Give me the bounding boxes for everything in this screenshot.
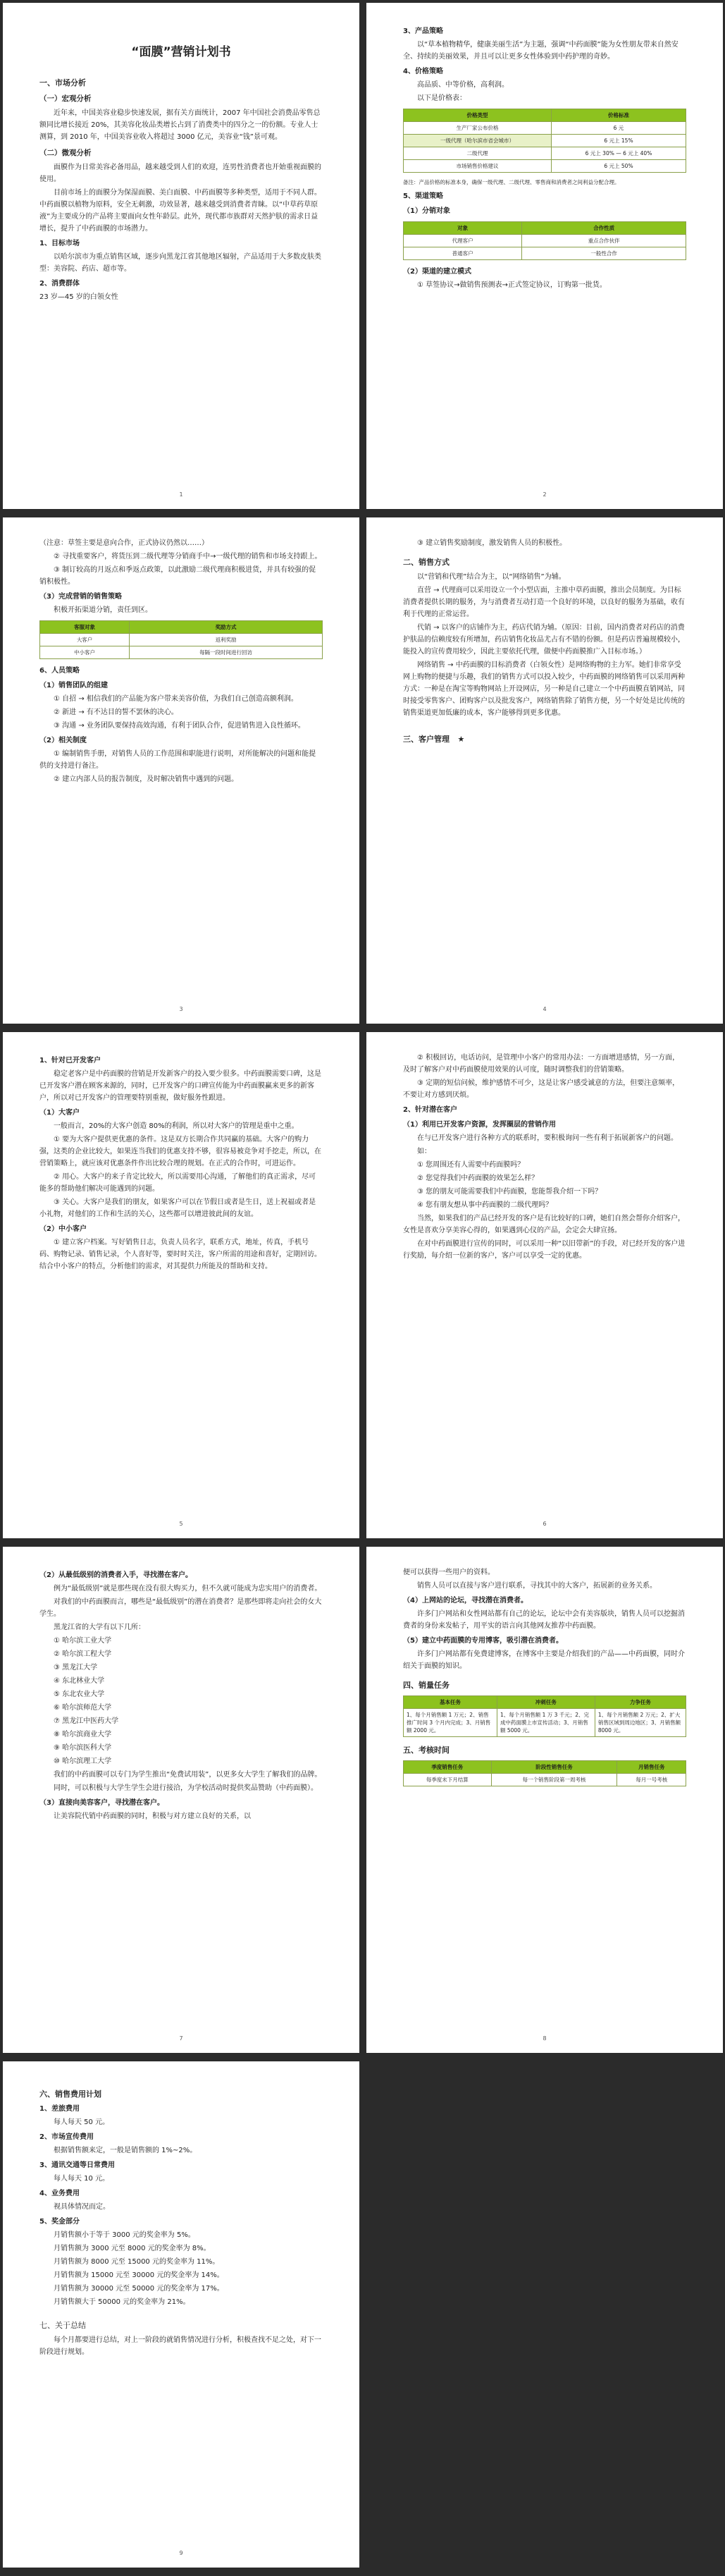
- heading-channel: 5、渠道策略: [403, 192, 443, 200]
- heading-cost: 六、销售费用计划: [39, 2090, 101, 2099]
- paragraph: 许多门户网站都有免费建博客，在博客中主要是介绍我们的产品——中药面膜，同时介绍关于面膜的知识。: [403, 1650, 685, 1670]
- page-1: [3, 3, 359, 509]
- paragraph: 同时，可以积极与大学生学生会进行接洽，为学校活动时提供奖品赞助（中药面膜）。: [54, 1784, 318, 1792]
- table-header: 价格标准: [551, 109, 686, 122]
- table-header: 阶段性销售任务: [491, 1761, 617, 1774]
- list-item: ⑨ 哈尔滨医科大学: [54, 1744, 112, 1752]
- heading-support: （2）相关制度: [39, 737, 87, 744]
- document-title: “面膜”营销计划书: [131, 45, 231, 59]
- paragraph: 黑龙江省的大学有以下几所：: [54, 1624, 145, 1631]
- table-cell: 1、每个月销售额 1 万元；2、销售推广时间 3 个月内完成；3、月销售额 2000 元。: [404, 1709, 497, 1737]
- page-number: 8: [543, 2035, 547, 2042]
- table-header: 客服对象: [40, 621, 130, 634]
- list-item: ① 您周围还有人需要中药面膜吗？: [417, 1161, 525, 1169]
- page-5: [3, 1032, 359, 1538]
- list-item: 月销售额为 30000 元至 50000 元的奖金率为 17%。: [54, 2285, 224, 2293]
- paragraph: ③ 制订较高的月返点和季返点政策，以此激励二级代理商积极进货，并具有较强的促销积极性。: [39, 566, 316, 586]
- paragraph: 网络销售 → 中药面膜的目标消费者（白领女性）是网络购物的主力军。她们非常享受网上购物的便捷与乐趣，我们的销售方式可以投入较少，中药面膜的网络销售可以采用两种方式：一种是在淘宝等购物网站上开设网店，另一种是自己建立一个中药面膜直销网站，同时接受零售客户、团购客户以及批发客户，网络销售除了销售方便，另一个好处是比传统的销售渠道更加低廉的成本，客户能够得到更多优惠。: [403, 661, 685, 717]
- paragraph: 根据销售额来定，一般是销售额的 1%~2%。: [54, 2147, 197, 2154]
- table-cell: 二级代理: [404, 147, 552, 160]
- paragraph: 许多门户网站和女性网站都有自己的论坛，论坛中会有美容版块，销售人员可以挖掘消费者的身份来发帖子，用平实的语言向其他网友推荐中药面膜。: [403, 1610, 685, 1630]
- paragraph: （注意：草签主要是意向合作，正式协议仍然以……）: [39, 539, 209, 547]
- table-row: [404, 147, 686, 160]
- page-number: 6: [543, 1521, 547, 1527]
- paragraph: 销售人员可以直接与客户进行联系，寻找其中的大客户，拓展新的业务关系。: [417, 1582, 657, 1590]
- table-row: [404, 1709, 686, 1737]
- heading-shop: （5）建立中药面膜的专用博客，吸引潜在消费者。: [403, 1637, 563, 1645]
- heading-potential: 2、针对潜在客户: [403, 1106, 457, 1114]
- table-row: [404, 160, 686, 173]
- paragraph: 每个月都要进行总结，对上一阶段的就销售情况进行分析，积极查找不足之处，对下一阶段进行规划。: [39, 2336, 321, 2356]
- list-item: ③ 建立销售奖励制度，激发销售人员的积极性。: [417, 539, 567, 547]
- table-cell: 一般性合作: [522, 247, 686, 260]
- list-item: ③ 黑龙江大学: [54, 1664, 98, 1672]
- task-table: [403, 1695, 686, 1737]
- table-cell: 每月一号考核: [617, 1774, 686, 1786]
- page-6: [366, 1032, 723, 1538]
- table-cell: 每一个销售阶段第一周考核: [491, 1774, 617, 1786]
- heading-cost-3: 3、通讯交通等日常费用: [39, 2161, 115, 2169]
- paragraph: 以下是价格表：: [417, 94, 466, 102]
- page-number: 2: [543, 491, 547, 498]
- table-cell: 中小客户: [40, 646, 130, 659]
- heading-macro: （一）宏观分析: [39, 94, 92, 103]
- heading-search: （3）直接向美容客户，寻找潜在客户。: [39, 1799, 164, 1807]
- heading-cost-2: 2、市场宣传费用: [39, 2133, 94, 2141]
- heading-hr: 6、人员策略: [39, 667, 80, 675]
- table-header: 奖励方式: [130, 621, 323, 634]
- heading-time: 五、考核时间: [403, 1746, 450, 1755]
- list-item: ① 哈尔滨工业大学: [54, 1637, 112, 1645]
- list-item: 月销售额大于 50000 元的奖金率为 21%。: [54, 2298, 190, 2306]
- table-cell: 代理客户: [404, 235, 522, 247]
- paragraph: 在对中药面膜进行宣传的同时，可以采用一种“以旧带新”的手段，对已经开发的客户进行奖励，每介绍一位新的客户，客户可以享受一定的优惠。: [403, 1240, 686, 1260]
- table-cell: 1、每个月销售额 2 万元；2、扩大销售区域到周边地区；3、月销售额 8000 元。: [595, 1709, 686, 1737]
- list-item: ① 编制销售手册，对销售人员的工作范围和职能进行说明，对所能解决的问题和能提供的支持进行备注。: [39, 750, 316, 770]
- table-cell: 每季度末下月结算: [404, 1774, 492, 1786]
- table-cell: 大客户: [40, 634, 130, 646]
- table-row: [40, 646, 323, 659]
- table-header: 月销售任务: [617, 1761, 686, 1774]
- paragraph: 例为“最低级别”就是那些现在没有很大购买力，但不久就可能成为忠实用户的消费者。: [54, 1585, 322, 1593]
- table-cell: 6 元上 50%: [551, 160, 686, 173]
- paragraph: 视具体情况而定。: [54, 2203, 110, 2211]
- paragraph: 我们的中药面膜可以专门为学生推出“免费试用装”，以更多女大学生了解我们的品牌。: [54, 1771, 322, 1779]
- paragraph: 让美容院代销中药面膜的同时，积极与对方建立良好的关系，以: [54, 1813, 251, 1820]
- list-item: 月销售额小于等于 3000 元的奖金率为 5%。: [54, 2231, 195, 2239]
- table-header: 季度销售任务: [404, 1761, 492, 1774]
- table-cell: 生产厂家公布价格: [404, 122, 552, 135]
- table-cell: 返利奖励: [130, 634, 323, 646]
- page-2: [366, 3, 723, 509]
- table-cell: 6 元上 30% — 6 元上 40%: [551, 147, 686, 160]
- page-number: 3: [179, 1006, 183, 1012]
- list-item: ④ 东北林业大学: [54, 1677, 105, 1685]
- paragraph: 以哈尔滨市为重点销售区域，逐步向黑龙江省其他地区辐射，产品适用于大多数皮肤类型：美容院、药店、超市等。: [39, 253, 321, 273]
- heading-group: 2、消费群体: [39, 280, 80, 288]
- table-row: [404, 235, 686, 247]
- page-8: [366, 1547, 723, 2053]
- list-item: 月销售额为 8000 元至 15000 元的奖金率为 11%。: [54, 2258, 220, 2266]
- table-header: 力争任务: [595, 1696, 686, 1709]
- list-item: 月销售额为 3000 元至 8000 元的奖金率为 8%。: [54, 2245, 211, 2252]
- paragraph: 以“草本植物精华，健康美丽生活”为主题，强调“中药面膜”能为女性朋友带来自然安全、持续的美丽效果，并且可以让更多女性体验到中药护理的奇妙。: [403, 41, 678, 61]
- heading-task: 四、销量任务: [403, 1681, 450, 1690]
- table-row: [40, 634, 323, 646]
- heading-market-analysis: 一、市场分析: [39, 78, 86, 87]
- heading-channel-mode: （2）渠道的建立模式: [403, 268, 471, 276]
- heading-potential-sub: （1）利用已开发客户资源，发挥圈层的营销作用: [403, 1121, 556, 1129]
- paragraph: 代销 → 以客户的店铺作为主，药店代销为辅。（原因：目前，国内消费者对药店的消费护肤品的信赖度较有所增加，药店销售化妆品尤占有不错的份额。但是药店普遍规模较小，能投入的宣传费用较少，因此主要依托代理，做便中药面膜推广入目标市场。）: [403, 624, 685, 656]
- list-item: ③ 定期的短信问候，维护感情不可少，这是让客户感受诚意的方法，但要注意频率，不要让对方感到厌烦。: [403, 1079, 680, 1099]
- paragraph: 高品质、中等价格，高利润。: [417, 81, 509, 89]
- heading-seek: （2）从最低级别的消费者入手，寻找潜在客户。: [39, 1571, 192, 1579]
- table-row: [404, 1774, 686, 1786]
- paragraph: 在与已开发客户进行各种方式的联系时，要积极询问一些有利于拓展新客户的问题。: [417, 1134, 678, 1142]
- heading-price: 4、价格策略: [403, 68, 443, 75]
- list-item: ② 哈尔滨工程大学: [54, 1650, 112, 1658]
- heading-summary: 七、关于总结: [39, 2321, 86, 2330]
- paragraph: ① 草签协议→做销售预测表→正式签定协议，订购第一批货。: [417, 281, 607, 289]
- page-7: [3, 1547, 359, 2053]
- price-table: [403, 109, 686, 173]
- list-item: ④ 您有朋友想从事中药面膜的二级代理吗？: [417, 1201, 553, 1209]
- heading-hr-sub: （1）销售团队的组建: [39, 682, 108, 689]
- table-row: [404, 122, 686, 135]
- paragraph: 如：: [417, 1148, 431, 1155]
- list-item: ② 积极回访，电话访问，是管理中小客户的常用办法：一方面增进感情，另一方面，及时了解客户对中药面膜使用效果的认可度，随时调整我们的营销策略。: [403, 1054, 680, 1074]
- heading-cost-1: 1、差旅费用: [39, 2105, 80, 2113]
- list-item: ③ 关心。大客户是我们的朋友，如果客户可以在节假日或者是生日，送上祝福或者是小礼物，对他们的工作和生活的关心，这些都可以增进彼此间的友谊。: [39, 1198, 316, 1218]
- list-item: ② 建立内部人员的报告制度，及时解决销售中遇到的问题。: [54, 775, 239, 783]
- list-item: ① 要为大客户提供更优惠的条件。这是双方长期合作共同赢的基础。大客户的购力强，这类的企业比较大，如果连当我们的优惠支持不够，很容易被竞争对手挖走，所以，在营销策略上，就应该对优惠条件作出比较合理的规划。在正式的合作时，可进运作。: [39, 1136, 321, 1167]
- table-cell: 普通客户: [404, 247, 522, 260]
- list-item: ② 用心。大客户的来子肯定比较大，所以需要用心沟通，了解他们的真正需求，尽可能多的帮助他们解决可能遇到的问题。: [39, 1173, 316, 1193]
- list-item: ⑦ 黑龙江中医药大学: [54, 1717, 119, 1725]
- heading-big: （1）大客户: [39, 1109, 80, 1117]
- list-item: ⑧ 哈尔滨商业大学: [54, 1731, 112, 1738]
- heading-channel-sub: （1）分销对象: [403, 207, 450, 215]
- page-3: [3, 517, 359, 1024]
- pay-table: [39, 620, 323, 659]
- heading-target: 1、目标市场: [39, 240, 80, 247]
- heading-customer: [403, 733, 686, 745]
- list-item: ③ 您的朋友可能需要我们中药面膜，您能帮我介绍一下吗？: [417, 1188, 602, 1196]
- table-row: [404, 135, 686, 147]
- paragraph: 稳定老客户是中药面膜的营销是开发新客户的投入要少很多。中药面膜需要口碑，这是已开发客户潜在顾客来源的，同时，已开发客户的口碑宣传能为中药面膜赢来更多的新客户，所以对已开发客户的管理要特别重视，做好服务性跟进。: [39, 1070, 321, 1102]
- heading-sales: 二、销售方式: [403, 558, 450, 567]
- table-header: 基本任务: [404, 1696, 497, 1709]
- table-cell: 1、每个月销售额 1 万 3 千元；2、完成中药面膜上市宣传活动；3、月销售额 5000 元。: [497, 1709, 595, 1737]
- channel-table: [403, 221, 686, 260]
- list-item: ① 建立客户档案。写好销售日志，负责人员名字，联系方式，地址，传真，手机号码、购物记录、销售记录，个人喜好等，要时时关注，客户所需的用途和喜好，定期回访。结合中小客户的特点，分析他们的需求，对其提供力所能及的帮助和支持。: [39, 1239, 321, 1270]
- heading-pay: （3）完成营销的销售策略: [39, 593, 122, 601]
- list-item: ⑤ 东北农业大学: [54, 1691, 105, 1698]
- list-item: ① 自招 → 相信我们的产品能为客户带来美容价值，为我们自己创造高额利润。: [54, 695, 298, 703]
- page-number: 9: [179, 2550, 183, 2556]
- paragraph: 直营 → 代理商可以采用设立一个小型店面，主推中草药面膜，推出会员制度。为目标消费者提供长期的服务，为与消费者互动打造一个良好的环境，以良好的服务为基础，收有利于代理的正常运营。: [403, 587, 685, 618]
- paragraph: ② 寻找重要客户，将货压到二级代理等分销商手中→一级代理的销售和市场支持跟上。: [54, 553, 322, 560]
- list-item: ② 您觉得我们中药面膜的效果怎么样？: [417, 1174, 539, 1182]
- table-header: 对象: [404, 222, 522, 235]
- list-item: 月销售额为 15000 元至 30000 元的奖金率为 14%。: [54, 2271, 224, 2279]
- heading-micro: （二）微观分析: [39, 149, 92, 157]
- list-item: ⑩ 哈尔滨理工大学: [54, 1758, 112, 1765]
- heading-cost-4: 4、业务费用: [39, 2190, 80, 2197]
- paragraph: 以“营销和代理”结合为主，以“网络销售”为辅。: [417, 573, 566, 581]
- paragraph: 目前市场上的面膜分为保湿面膜、美白面膜、中药面膜等多种类型，适用于不同人群。中药面膜以植物为原料，安全无刺激，功效显著，越来越受到消费者青睐。以“中草药草原液”为主要成分的产品将主要面向女性年龄层。此外，现代都市族群对天然护肤的需求日益增长，提升了中药面膜的市场潜力。: [39, 189, 321, 233]
- heading-product: 3、产品策略: [403, 27, 443, 35]
- paragraph: 便可以获得一些用户的资料。: [403, 1569, 495, 1576]
- table-cell: 6 元: [551, 122, 686, 135]
- table-cell: 6 元上 15%: [551, 135, 686, 147]
- paragraph: 23 岁—45 岁的白领女性: [39, 293, 118, 301]
- table-cell: 一级代理（哈尔滨市省会城市）: [404, 135, 552, 147]
- list-item: ⑥ 哈尔滨师范大学: [54, 1704, 112, 1712]
- table-cell: 市场销售价格建议: [404, 160, 552, 173]
- page-4: [366, 517, 723, 1024]
- paragraph: 每人每天 10 元。: [54, 2175, 110, 2183]
- heading-customer-text: 三、客户管理: [403, 735, 450, 744]
- table-note: 备注：产品价格的标准本身，确保一级代理、二级代理、零售商和消费者之间利益分配合理。: [403, 179, 620, 185]
- paragraph: 当然，如果我们的产品已经开发的客户是有比较好的口碑，她们自然会帮你介绍客户，女性是喜欢分享美容心得的，如果遇到心仪的产品，会定会大肆宣扬。: [403, 1215, 685, 1234]
- page-number: 1: [179, 491, 183, 498]
- heading-dev: 1、针对已开发客户: [39, 1057, 101, 1065]
- page-number: 4: [543, 1006, 547, 1012]
- page-number: 7: [179, 2035, 183, 2042]
- heading-net: （4）上网站的论坛，寻找潜在消费者。: [403, 1597, 528, 1605]
- heading-cost-5: 5、奖金部分: [39, 2218, 80, 2226]
- paragraph: 面膜作为日常美容必备用品，越来越受到人们的欢迎，连男性消费者也开始重视面膜的使用。: [39, 164, 321, 183]
- page-9: [3, 2061, 359, 2568]
- table-header: 合作性质: [522, 222, 686, 235]
- paragraph: 积极开拓渠道分销，责任到区。: [54, 606, 152, 614]
- paragraph: 对我们的中药面膜而言，哪些是“最低级别”的潜在消费者？是那些即将走向社会的女大学生。: [39, 1598, 322, 1618]
- heading-small: （2）中小客户: [39, 1225, 87, 1233]
- page-number: 5: [179, 1521, 183, 1527]
- table-cell: 重点合作伙伴: [522, 235, 686, 247]
- list-item: ③ 沟通 → 业务团队要保持高效沟通，有利于团队合作，促进销售进入良性循环。: [54, 722, 305, 730]
- time-table: [403, 1760, 686, 1786]
- paragraph: 近年来，中国美容业稳步快速发展，据有关方面统计，2007 年中国社会消费品零售总额同比增长接近 20%，其美容化妆品类增长占到了消费类中的四分之一的份额。专业人士测算，到 2010 年，中国美容业收入将超过 3000 亿元，美容业“钱”景可观。: [39, 109, 321, 141]
- paragraph: 每人每天 50 元。: [54, 2118, 110, 2126]
- table-header: 冲刺任务: [497, 1696, 595, 1709]
- star-icon: ★: [457, 735, 465, 744]
- paragraph: 一般而言，20%的大客户创造 80%的利润，所以对大客户的管理是重中之重。: [54, 1122, 299, 1130]
- table-row: [404, 247, 686, 260]
- table-cell: 每隔一段时间进行回访: [130, 646, 323, 659]
- list-item: ② 新进 → 有不达目的誓不罢休的决心。: [54, 709, 178, 716]
- table-header: 价格类型: [404, 109, 552, 122]
